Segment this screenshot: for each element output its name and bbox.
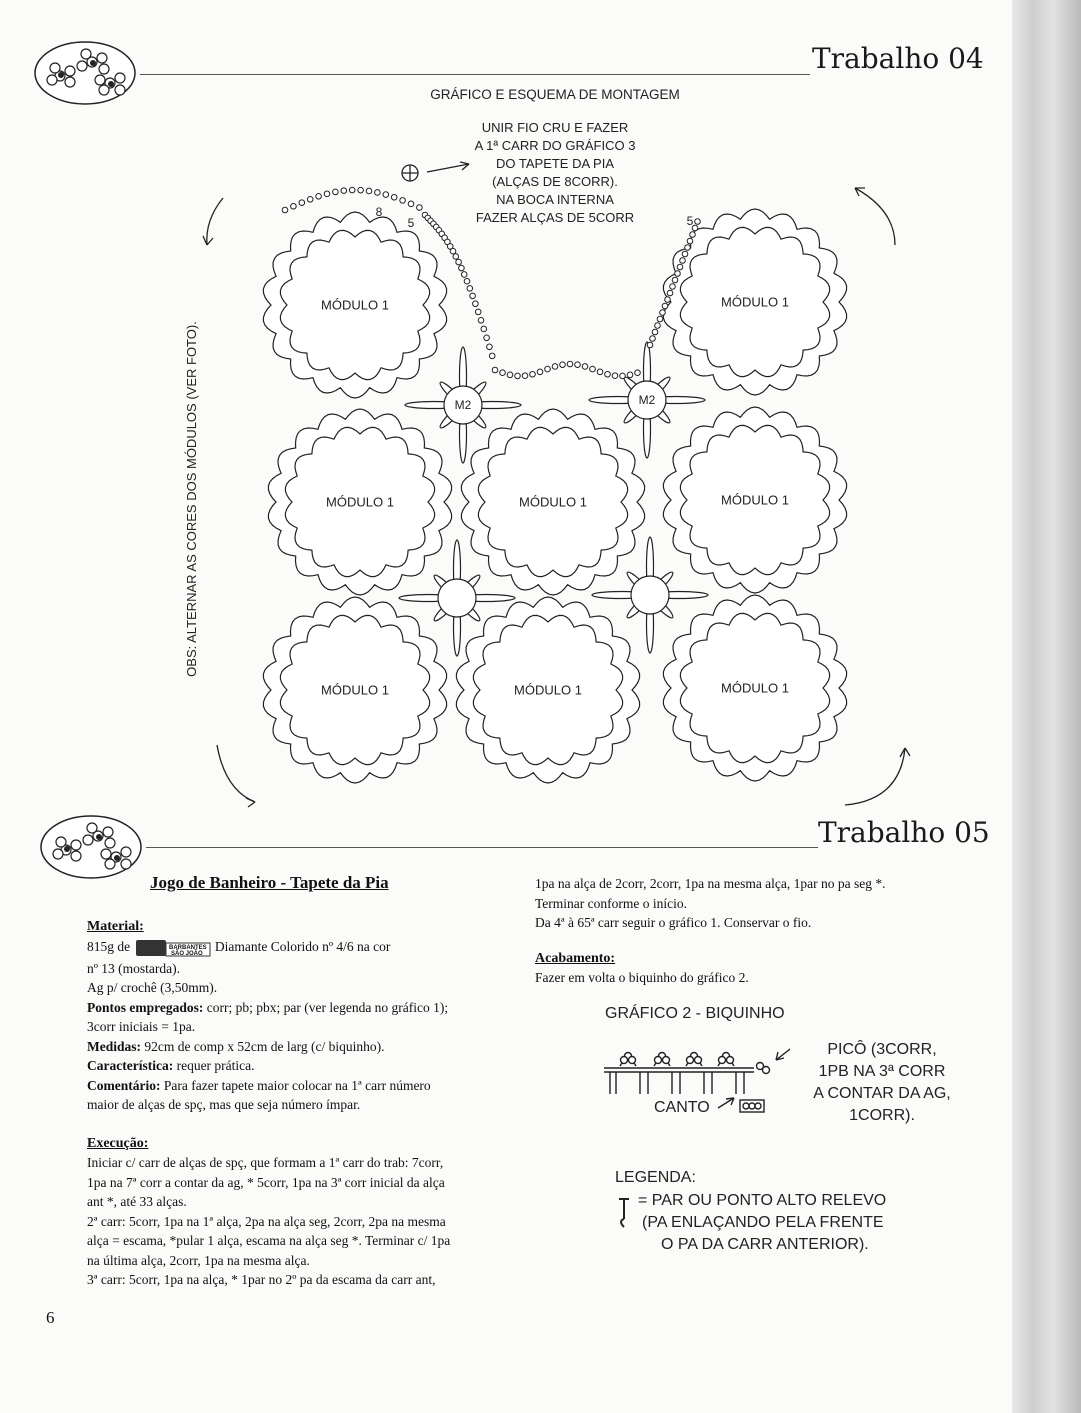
par-symbol-icon bbox=[615, 1195, 635, 1231]
chain-stitch bbox=[687, 238, 693, 244]
module-label: MÓDULO 1 bbox=[326, 494, 394, 510]
chain-stitch bbox=[665, 297, 671, 303]
chain-stitch bbox=[567, 361, 573, 367]
chain-stitch bbox=[470, 293, 476, 299]
left-column: Material: 815g de BARBANTES SÃO JOÃO Diamante Colorido nº 4/6 na cor nº 13 (mostarda). Ag p/ crochê (3,50mm). Pontos empregados: corr; pb; pbx; par (ver legenda no gráfico 1); 3corr iniciais = 1pa. Medidas: 92cm de comp x 52cm de larg (c/ biquinho). Característica: requer prática. Comentário: Para fazer tapete maior colocar na 1ª carr número maior de alças de spç, mas que seja número ímpar. Execução: Iniciar c/ carr de alças de spç, que formam a 1ª carr do trab: 7corr, 1pa na 7ª corr a contar da ag, * 5corr, 1pa na 3ª corr inicial da alça ant *, até 33 alças. 2ª carr: 5corr, 1pa na 1ª alça, 2pa na alça seg, 2corr, 2pa na mesma alça = escama, *pular 1 alça, escama na alça seg *. Terminar c/ 1pa na última alça, 2corr, 1pa na mesma alça. 3ª carr: 5corr, 1pa na alça, * 1par no 2º pa da escama da carr ant, bbox=[87, 919, 451, 1287]
chain-stitch bbox=[500, 370, 506, 376]
canto-label: CANTO bbox=[654, 1099, 710, 1116]
grafico2-title: GRÁFICO 2 - BIQUINHO bbox=[605, 1005, 785, 1022]
chain-stitch bbox=[473, 301, 479, 307]
chain-stitch bbox=[515, 373, 521, 379]
chain-stitch bbox=[537, 369, 543, 375]
svg-text:SÃO JOÃO: SÃO JOÃO bbox=[170, 950, 203, 957]
exec-label: Execução: bbox=[87, 1135, 149, 1151]
chain-stitch bbox=[675, 271, 681, 277]
chain-stitch bbox=[597, 369, 603, 375]
chain-stitch bbox=[481, 326, 487, 332]
chain-stitch bbox=[695, 219, 701, 225]
assembly-diagram bbox=[195, 150, 915, 820]
acabamento-label: Acabamento: bbox=[535, 950, 616, 966]
chain-stitch bbox=[685, 245, 691, 251]
flower-badge-icon bbox=[36, 812, 146, 882]
chain-stitch bbox=[590, 366, 596, 372]
diagram-title: GRÁFICO E ESQUEMA DE MONTAGEM bbox=[430, 87, 680, 102]
chain-stitch bbox=[475, 309, 481, 315]
legenda-text: = PAR OU PONTO ALTO RELEVO (PA ENLAÇANDO PELA FRENTE O PA DA CARR ANTERIOR). bbox=[638, 1192, 887, 1253]
chain-stitch bbox=[492, 367, 498, 373]
chain-stitch bbox=[560, 362, 566, 368]
chain-stitch bbox=[324, 191, 330, 197]
chain-stitch bbox=[341, 188, 347, 194]
chain-stitch bbox=[652, 329, 658, 335]
svg-text:BARBANTES: BARBANTES bbox=[168, 944, 207, 951]
module-label: MÓDULO 1 bbox=[321, 297, 389, 313]
chain-stitch bbox=[400, 198, 406, 204]
side-note: OBS: ALTERNAR AS CORES DOS MÓDULOS (VER FOTO). bbox=[184, 321, 199, 677]
chain-stitch bbox=[487, 344, 493, 350]
chain-stitch bbox=[282, 207, 288, 213]
chain-stitch bbox=[672, 277, 678, 283]
chain-stitch bbox=[456, 259, 462, 265]
page-heading: Trabalho 05 bbox=[818, 816, 990, 849]
chain-stitch bbox=[358, 187, 364, 193]
chain-stitch bbox=[461, 272, 467, 278]
article-title: Jogo de Banheiro - Tapete da Pia bbox=[150, 873, 389, 892]
chain-stitch bbox=[605, 371, 611, 377]
chain-stitch bbox=[545, 366, 551, 372]
chain-stitch bbox=[299, 200, 305, 206]
chain-stitch bbox=[489, 353, 495, 359]
chain-stitch bbox=[522, 373, 528, 379]
header-rule bbox=[146, 847, 818, 848]
chain-stitch bbox=[408, 201, 414, 207]
pico-note: PICÔ (3CORR, 1PB NA 3ª CORR A CONTAR DA AG, 1CORR). bbox=[813, 1041, 951, 1124]
chain-stitch bbox=[682, 251, 688, 257]
chain-stitch bbox=[627, 372, 633, 378]
m2-center bbox=[438, 579, 476, 617]
page-edge bbox=[1012, 0, 1081, 1413]
m2-label: M2 bbox=[638, 393, 656, 407]
page-heading: Trabalho 04 bbox=[812, 42, 984, 75]
chain-stitch bbox=[582, 364, 588, 370]
brand-logo bbox=[134, 937, 212, 959]
chain-stitch bbox=[459, 265, 465, 271]
chain-stitch bbox=[453, 254, 459, 260]
chain-stitch bbox=[316, 194, 322, 200]
chain-stitch bbox=[464, 278, 470, 284]
chain-stitch bbox=[478, 318, 484, 324]
module-label: MÓDULO 1 bbox=[519, 494, 587, 510]
chain-stitch bbox=[635, 370, 641, 376]
chain-stitch bbox=[530, 371, 536, 377]
chain-stitch bbox=[333, 189, 339, 195]
m2-center bbox=[631, 576, 669, 614]
module-label: MÓDULO 1 bbox=[321, 682, 389, 698]
chain-stitch bbox=[657, 316, 663, 322]
chain-stitch bbox=[677, 264, 683, 270]
chain-stitch bbox=[467, 286, 473, 292]
chain-stitch bbox=[349, 187, 355, 193]
chain-stitch bbox=[662, 303, 668, 309]
diagram-note: UNIR FIO CRU E FAZER A 1ª CARR DO GRÁFICO 3 DO TAPETE DA PIA (ALÇAS DE 8CORR). NA BOCA INTERNA FAZER ALÇAS DE 5CORR bbox=[474, 120, 636, 225]
chain-stitch bbox=[484, 335, 490, 341]
legenda-title: LEGENDA: bbox=[615, 1169, 696, 1186]
chain-stitch bbox=[575, 362, 581, 368]
flower-badge-icon bbox=[30, 38, 140, 108]
chain-stitch bbox=[383, 192, 389, 198]
chain-stitch bbox=[620, 373, 626, 379]
chain-stitch bbox=[366, 188, 372, 194]
chain-count-8: 8 bbox=[375, 205, 383, 219]
chain-stitch bbox=[647, 342, 653, 348]
chain-stitch bbox=[552, 364, 558, 370]
chain-stitch bbox=[667, 290, 673, 296]
chain-stitch bbox=[690, 232, 696, 238]
chain-stitch bbox=[450, 248, 456, 254]
module-label: MÓDULO 1 bbox=[721, 680, 789, 696]
chain-count-5: 5 bbox=[686, 214, 694, 228]
page-number: 6 bbox=[46, 1308, 55, 1327]
m2-label: M2 bbox=[454, 398, 472, 412]
module-label: MÓDULO 1 bbox=[514, 682, 582, 698]
module-label: MÓDULO 1 bbox=[721, 492, 789, 508]
chain-stitch bbox=[417, 205, 423, 211]
chain-stitch bbox=[375, 190, 381, 196]
chain-stitch bbox=[307, 196, 313, 202]
chain-stitch bbox=[670, 284, 676, 290]
header-rule bbox=[140, 74, 810, 75]
chain-stitch bbox=[660, 310, 666, 316]
chain-stitch bbox=[507, 372, 513, 378]
chain-stitch bbox=[391, 194, 397, 200]
module-label: MÓDULO 1 bbox=[721, 294, 789, 310]
chain-stitch bbox=[291, 203, 297, 209]
chain-stitch bbox=[655, 323, 661, 329]
chain-stitch bbox=[650, 336, 656, 342]
material-label: Material: bbox=[87, 919, 144, 934]
chain-count-5: 5 bbox=[407, 216, 415, 230]
right-column: 1pa na alça de 2corr, 2corr, 1pa na mesma alça, 1par no pa seg *. Terminar conforme o início. Da 4ª à 65ª carr seguir o gráfico 1. Conservar o fio. Acabamento: Fazer em volta o biquinho do gráfico 2. bbox=[535, 876, 886, 985]
chain-stitch bbox=[612, 373, 618, 379]
chain-stitch bbox=[680, 258, 686, 264]
